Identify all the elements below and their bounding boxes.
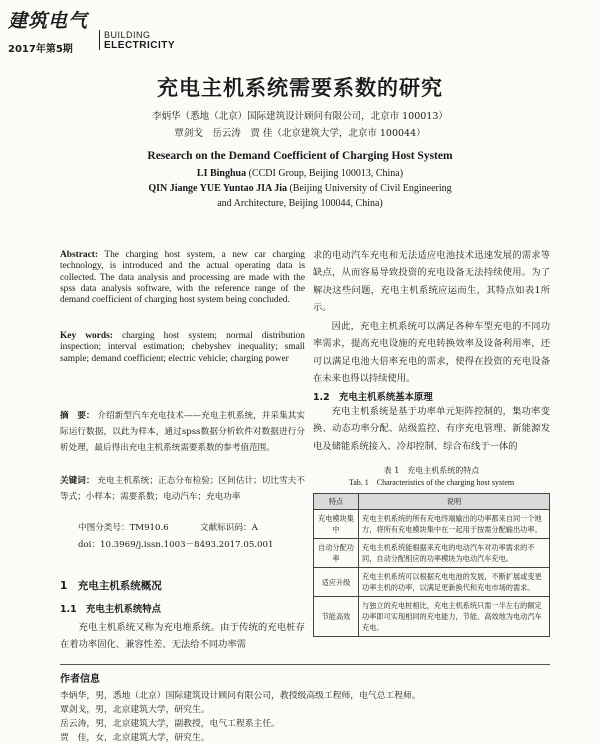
keywords-en-label: Key words: (60, 331, 113, 341)
table-1 (313, 493, 550, 637)
keywords-en (60, 331, 305, 365)
paper-title-cn: 充电主机系统需要系数的研究 (157, 75, 443, 100)
table-1-caption-en: Tab. 1 Characteristics of the charging host system (348, 478, 515, 487)
author-info-line: 李炳华，男，悉地（北京）国际建筑设计顾问有限公司，教授级高级工程师，电气总工程师。 (60, 691, 421, 701)
authors-en-line-2 (0, 183, 600, 194)
section-1-1-para: 充电主机系统又称为充电堆系统。由于传统的充电桩存在着功率固化、兼容性差、无法给不同功率需 (60, 622, 305, 651)
keywords-cn-label: 关键词： (60, 476, 95, 486)
journal-name-en-1: BUILDING (104, 30, 151, 40)
right-col-para-3: 充电主机系统是基于功率单元矩阵控制的，集功率变换、动态功率分配、站级监控、有序充电管理、新能源发电及储能系统接入、冷却控制、综合布线于一体的 (313, 406, 550, 452)
keywords-cn-text: 充电主机系统；正态分布检验；区间估计；切比雪夫不等式；小样本；需要系数；电动汽车；充电功率 (60, 476, 305, 502)
authors-en-line-3: and Architecture, Beijing 100044, China) (217, 198, 383, 209)
author-info-line: 贾 佳，女，北京建筑大学，研究生。 (60, 733, 210, 743)
clc-number: 中图分类号：TM910.6 (78, 523, 169, 533)
author-en-aff-1: (CCDI Group, Beijing 100013, China) (248, 168, 404, 179)
issue-label: 2017年第5期 (8, 44, 73, 55)
keywords-cn (60, 474, 305, 506)
table-cell-feature: 自动分配功率 (314, 539, 359, 568)
table-cell-feature: 适应升级 (314, 568, 359, 597)
table-header-row (314, 494, 550, 510)
table-cell-description: 充电主机系统可以根据充电电池的发展，不断扩展或变更功率主机的功率，以满足更新换代和充电市场的需求。 (359, 568, 550, 597)
table-cell-feature: 节能高效 (314, 597, 359, 637)
table-header-feature: 特点 (314, 494, 359, 510)
table-header-description: 说明 (359, 494, 550, 510)
table-cell-description: 充电主机系统的所有充电终端输出的功率都来自同一个地方，将所有充电模块集中在一起用于按需分配输出功率。 (359, 510, 550, 539)
section-1-heading: 1 充电主机系统概况 (60, 580, 162, 592)
journal-logo: 建筑电气 (8, 10, 89, 32)
table-1-caption-cn: 表 1 充电主机系统的特点 (383, 466, 480, 475)
author-en-name-2: QIN Jiange YUE Yuntao JIA Jia (148, 183, 287, 194)
keywords-en-text: charging host system; normal distribution inspection; interval estimation; chebyshev inequality; small sample; demand coefficient; electric vehicle; charging power (60, 331, 305, 364)
section-1-2-heading: 1.2 充电主机系统基本原理 (313, 392, 433, 403)
header-divider (99, 30, 100, 50)
table-cell-feature: 充电模块集中 (314, 510, 359, 539)
table-row (314, 539, 550, 568)
abstract-cn-text: 介绍新型汽车充电技术——充电主机系统，并采集其实际运行数据，以此为样本，通过spss数据分析软件对数据进行分析处理，最后得出充电主机系统需要系数的参考值范围。 (60, 411, 305, 453)
table-row (314, 568, 550, 597)
table-row (314, 510, 550, 539)
document-code: 文献标识码：A (200, 523, 258, 533)
abstract-en-text: The charging host system, a new car charging technology, is introduced and the actual operating data is collected. The data analysis and processing are made with the spss data analysis software, with the reference range of the demand coefficient of charging host system being concluded. (60, 250, 305, 306)
table-row (314, 597, 550, 637)
right-col-para-2: 因此，充电主机系统可以满足各种车型充电的不同功率需求，提高充电设施的充电转换效率及设备利用率，还可以满足电池大倍率充电的需求，使得在投资的充电设备在未来也得以持续使用。 (313, 321, 550, 385)
authors-cn-line-2: 覃剑戈 岳云涛 贾 佳（北京建筑大学，北京市 100044） (174, 128, 426, 139)
author-en-name-1: LI Binghua (196, 168, 247, 179)
table-cell-description: 充电主机系统能根据来充电的电动汽车对功率需求的不同，自动分配相应的功率模块为电动汽车充电。 (359, 539, 550, 568)
table-cell-description: 与独立的充电桩相比，充电主机系统只需一半左右的额定功率即可实现相同的充电能力，节能、高效地为电动汽车充电。 (359, 597, 550, 637)
author-info-heading: 作者信息 (60, 674, 100, 685)
abstract-en-label: Abstract: (60, 250, 99, 260)
authors-en-line-1 (0, 168, 600, 179)
section-1-1-heading: 1.1 充电主机系统特点 (60, 604, 161, 615)
abstract-cn (60, 409, 305, 456)
author-info-line: 岳云涛，男，北京建筑大学，副教授，电气工程系主任。 (60, 719, 280, 729)
footnote-divider (60, 664, 550, 665)
author-info-line: 覃剑戈，男，北京建筑大学，研究生。 (60, 705, 210, 715)
author-en-aff-2: (Beijing University of Civil Engineering (289, 183, 452, 194)
right-col-para-continued: 求的电动汽车充电和无法适应电池技术迅速发展的需求等缺点，从而容易导致投资的充电设备无法持续使用。为了解决这些问题，充电主机系统应运而生，其特点如表1所示。 (313, 250, 550, 314)
abstract-cn-label: 摘 要： (60, 411, 95, 421)
abstract-en (60, 250, 305, 306)
doi: doi：10.3969/j.issn.1003－8493.2017.05.001 (78, 540, 274, 550)
paper-title-en: Research on the Demand Coefficient of Charging Host System (147, 150, 453, 162)
journal-name-en-2: ELECTRICITY (104, 40, 176, 51)
authors-cn-line-1: 李炳华（悉地（北京）国际建筑设计顾问有限公司，北京市 100013） (152, 111, 448, 122)
